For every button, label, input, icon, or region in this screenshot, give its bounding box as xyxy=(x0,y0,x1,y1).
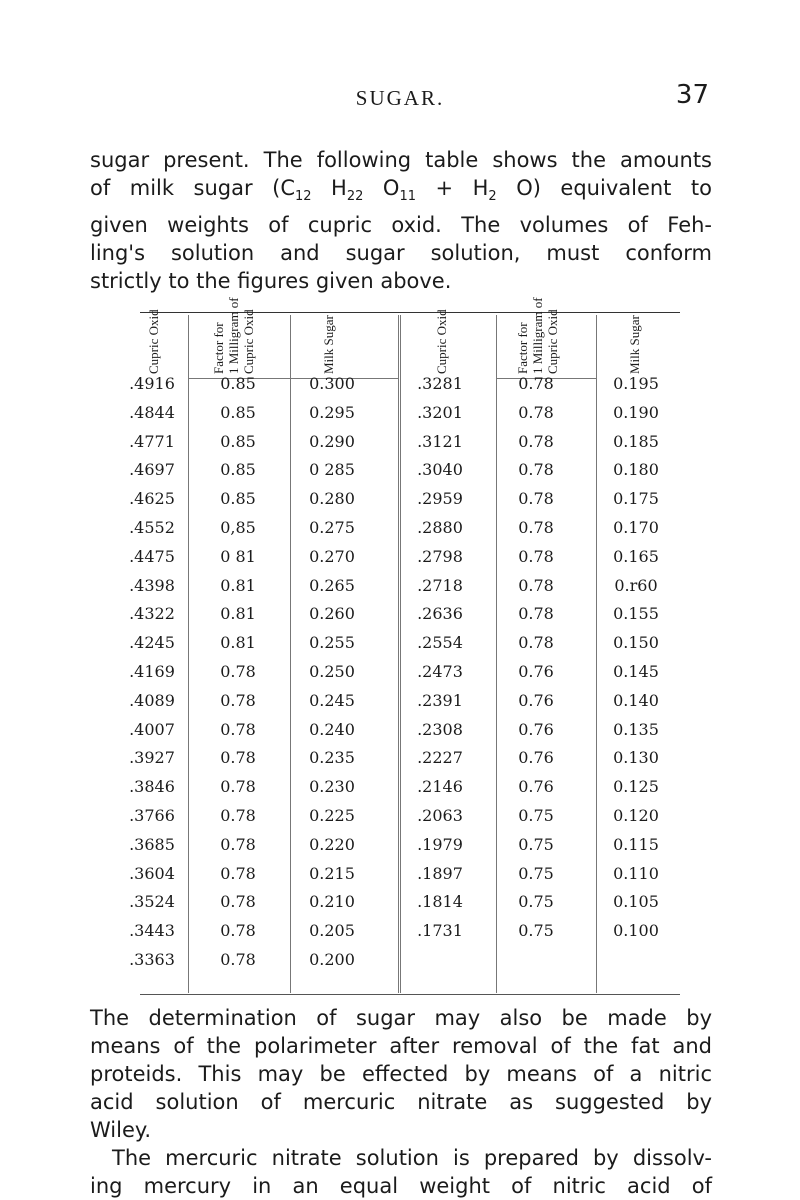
table-cell: .3604 xyxy=(129,863,175,883)
table-cell: 0.300 xyxy=(309,374,355,393)
table-cell: 0.205 xyxy=(309,921,355,941)
table-cell: 0.125 xyxy=(613,777,659,797)
table-cell: 0.76 xyxy=(518,748,554,768)
table-cell: 0.270 xyxy=(309,546,355,566)
table-cell: 0.105 xyxy=(613,892,659,912)
table-cell: 0.r60 xyxy=(614,575,658,595)
table-cell: .3524 xyxy=(129,892,175,912)
column-header-line: Cupric Oxid xyxy=(434,309,449,374)
table-cell: 0.120 xyxy=(613,806,659,825)
table-cell: 0.78 xyxy=(518,633,554,653)
table-cell: 0.175 xyxy=(613,489,659,509)
table-cell: 0,85 xyxy=(220,518,256,537)
table-cell: .1731 xyxy=(417,921,463,941)
table-cell: 0 81 xyxy=(220,546,256,566)
table-cell: 0.78 xyxy=(220,921,256,941)
table-cell: .2227 xyxy=(417,748,463,768)
table-cell: .3201 xyxy=(417,402,463,422)
table-cell: 0.230 xyxy=(309,777,355,797)
table-cell: 0.235 xyxy=(309,748,355,768)
table-cell: .2636 xyxy=(417,604,463,624)
table-cell: 0.75 xyxy=(518,863,554,883)
table-bottom-rule xyxy=(140,994,680,995)
table-cell: 0.78 xyxy=(220,834,256,854)
table-cell: .3363 xyxy=(129,950,175,969)
table-top-rule xyxy=(140,312,680,313)
table-cell: .1814 xyxy=(417,892,463,912)
table-cell: 0.78 xyxy=(220,690,256,710)
table-cell: 0.76 xyxy=(518,719,554,739)
table-cell: 0.165 xyxy=(613,546,659,566)
table-cell: .4844 xyxy=(129,402,175,422)
column-header-line: 1 Milligram of xyxy=(530,297,545,374)
table-cell: .4552 xyxy=(129,518,175,537)
table-cell: 0.295 xyxy=(309,402,355,422)
table-cell: 0.225 xyxy=(309,806,355,825)
text-line: given weights of cupric oxid. The volumes of Feh- xyxy=(90,213,712,238)
table-cell: 0.275 xyxy=(309,518,355,537)
text-line: proteids. This may be effected by means of a nitric xyxy=(90,1062,712,1086)
table-cell: 0.78 xyxy=(220,863,256,883)
table-cell: .3281 xyxy=(417,374,463,393)
table-cell: 0.240 xyxy=(309,719,355,739)
table-cell: 0.75 xyxy=(518,921,554,941)
table-cell: .4089 xyxy=(129,690,175,710)
table-cell: .4625 xyxy=(129,489,175,509)
table-cell: 0.78 xyxy=(220,892,256,912)
table-cell: .2391 xyxy=(417,690,463,710)
table-cell: 0.78 xyxy=(518,402,554,422)
table-cell: 0.85 xyxy=(220,431,256,451)
column-header-line: 1 Milligram of xyxy=(226,297,241,374)
table-cell: 0.85 xyxy=(220,489,256,509)
table-cell: 0.78 xyxy=(518,518,554,537)
table-cell: 0.81 xyxy=(220,575,256,595)
table-cell: .4322 xyxy=(129,604,175,624)
table-cell: 0.78 xyxy=(518,604,554,624)
text-line: strictly to the figures given above. xyxy=(90,269,452,294)
table-cell: .3685 xyxy=(129,834,175,854)
table-cell: 0.155 xyxy=(613,604,659,624)
table-cell: 0.290 xyxy=(309,431,355,451)
table-cell: .4169 xyxy=(129,662,175,681)
table-cell: 0.78 xyxy=(518,460,554,480)
table-cell: 0.76 xyxy=(518,690,554,710)
table-cell: .4771 xyxy=(129,431,175,451)
text-line: The mercuric nitrate solution is prepared by dissolv- xyxy=(112,1146,712,1170)
column-header-line: Cupric Oxid xyxy=(545,309,560,374)
column-rule xyxy=(400,315,401,993)
table-cell: 0.78 xyxy=(220,777,256,797)
column-header-line: Cupric Oxid xyxy=(146,309,161,374)
column-header-line: Factor for xyxy=(515,322,530,374)
table-cell: 0.190 xyxy=(613,402,659,422)
running-head: SUGAR. xyxy=(355,86,445,110)
table-cell: 0.215 xyxy=(309,863,355,883)
formula-line: of milk sugar ($C_{12}$ $H_{22}$ $O_{11} + H_2$ O) equivalent to xyxy=(90,176,712,205)
page-number: 37 xyxy=(675,80,709,110)
table-cell: 0.180 xyxy=(613,460,659,480)
table-cell: 0.265 xyxy=(309,575,355,595)
table-cell: .4475 xyxy=(129,546,175,566)
text-line: sugar present. The following table shows the amounts xyxy=(90,148,712,172)
table-cell: 0.195 xyxy=(613,374,659,393)
table-cell: 0.76 xyxy=(518,777,554,797)
table-cell: 0.78 xyxy=(518,431,554,451)
table-cell: 0.145 xyxy=(613,662,659,681)
column-rule xyxy=(188,315,189,993)
table-cell: 0.140 xyxy=(613,690,659,710)
column-rule xyxy=(596,315,597,993)
table-cell: 0.75 xyxy=(518,806,554,825)
table-cell: 0.280 xyxy=(309,489,355,509)
text-line: Wiley. xyxy=(90,1118,152,1142)
table-cell: .2146 xyxy=(417,777,463,797)
table-cell: 0.245 xyxy=(309,690,355,710)
table-cell: .1979 xyxy=(417,834,463,854)
table-cell: 0.250 xyxy=(309,662,355,681)
table-cell: 0.78 xyxy=(518,575,554,595)
table-cell: .2798 xyxy=(417,546,463,566)
text-line: The determination of sugar may also be made by xyxy=(90,1006,712,1030)
text-line: acid solution of mercuric nitrate as suggested by xyxy=(90,1090,712,1114)
text-line: ling's solution and sugar solution, must conform xyxy=(90,241,712,266)
table-cell: 0.78 xyxy=(220,748,256,768)
table-cell: .2554 xyxy=(417,633,463,653)
table-cell: .3121 xyxy=(417,431,463,451)
table-cell: 0.150 xyxy=(613,633,659,653)
table-cell: 0.170 xyxy=(613,518,659,537)
table-cell: .3040 xyxy=(417,460,463,480)
table-cell: 0.85 xyxy=(220,460,256,480)
table-cell: 0.260 xyxy=(309,604,355,624)
table-cell: .2308 xyxy=(417,719,463,739)
table-cell: .4007 xyxy=(129,719,175,739)
table-cell: .4916 xyxy=(129,374,175,393)
closing-paragraph xyxy=(90,1004,712,1200)
table-cell: 0.78 xyxy=(518,489,554,509)
intro-paragraph xyxy=(90,146,712,295)
text-line: means of the polarimeter after removal of the fat and xyxy=(90,1034,712,1058)
table-cell: 0.85 xyxy=(220,374,256,393)
table-cell: .2880 xyxy=(417,518,463,537)
column-header-line: Cupric Oxid xyxy=(241,309,256,374)
table-cell: 0.85 xyxy=(220,402,256,422)
column-header-line: Factor for xyxy=(211,322,226,374)
table-cell: 0.78 xyxy=(220,806,256,825)
table-cell: .4245 xyxy=(129,633,175,653)
table-cell: .2959 xyxy=(417,489,463,509)
table-cell: 0.255 xyxy=(309,633,355,653)
table-cell: .4398 xyxy=(129,575,175,595)
table-cell: 0.81 xyxy=(220,604,256,624)
column-rule xyxy=(398,315,399,993)
table-cell: 0.115 xyxy=(613,834,659,854)
table-cell: 0.220 xyxy=(309,834,355,854)
table-cell: .2718 xyxy=(417,575,463,595)
table-cell: .3443 xyxy=(129,921,175,941)
table-cell: 0.130 xyxy=(613,748,659,768)
table-cell: 0.210 xyxy=(309,892,355,912)
table-cell: 0.81 xyxy=(220,633,256,653)
table-cell: 0.78 xyxy=(518,546,554,566)
table-cell: 0.78 xyxy=(518,374,554,393)
table-cell: .3846 xyxy=(129,777,175,797)
table-cell: 0.185 xyxy=(613,431,659,451)
table-cell: .1897 xyxy=(417,863,463,883)
table-cell: 0.135 xyxy=(613,719,659,739)
column-header-line: Milk Sugar xyxy=(627,315,642,374)
table-cell: 0.75 xyxy=(518,834,554,854)
column-rule xyxy=(290,315,291,993)
table-cell: 0.76 xyxy=(518,662,554,681)
column-header-line: Milk Sugar xyxy=(321,315,336,374)
table-cell: 0.78 xyxy=(220,719,256,739)
column-rule xyxy=(496,315,497,993)
table-cell: .2473 xyxy=(417,662,463,681)
table-cell: .3766 xyxy=(129,806,175,825)
table-cell: .4697 xyxy=(129,460,175,480)
table-cell: 0.78 xyxy=(220,950,256,969)
table-cell: 0.110 xyxy=(613,863,659,883)
table-cell: 0.100 xyxy=(613,921,659,941)
table-cell: 0.200 xyxy=(309,950,355,969)
table-cell: .3927 xyxy=(129,748,175,768)
table-cell: 0 285 xyxy=(309,460,355,480)
table-cell: .2063 xyxy=(417,806,463,825)
table-cell: 0.78 xyxy=(220,662,256,681)
table-cell: 0.75 xyxy=(518,892,554,912)
text-line: ing mercury in an equal weight of nitric acid of xyxy=(90,1174,712,1198)
